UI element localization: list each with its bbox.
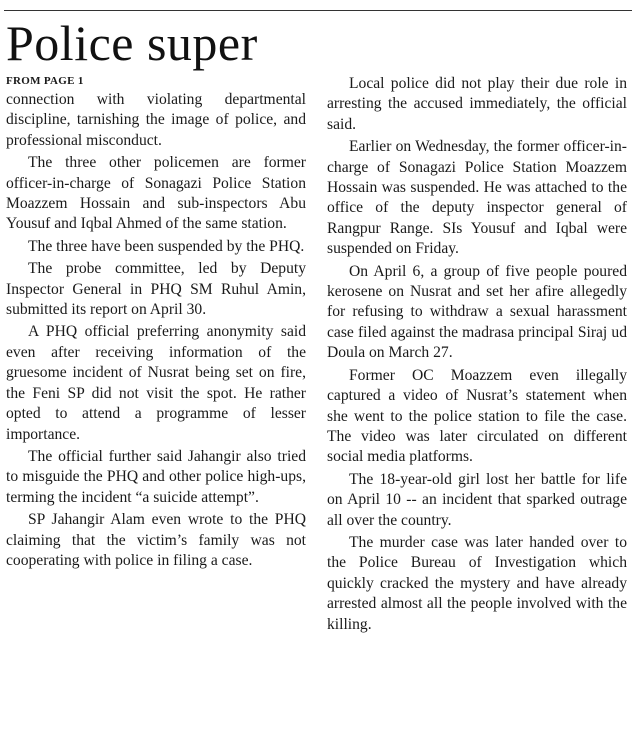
- right-column: [327, 74, 627, 637]
- jump-label: FROM PAGE 1: [6, 75, 84, 87]
- paragraph: On April 6, a group of five people poured kerosene on Nusrat and set her afire allegedly for refusing to withdraw a sexual harassment case filed against the madrasa principal Siraj ud Doula on March 27.: [327, 262, 627, 362]
- paragraph: SP Jahangir Alam even wrote to the PHQ claiming that the victim’s family was not cooperating with police in filing a case.: [6, 511, 306, 569]
- paragraph: Earlier on Wednesday, the former officer-in-charge of Sonagazi Police Station Moazzem Hossain was suspended. He was attached to the office of the deputy inspector general of Rangpur Range. SIs Yousuf and Iqbal were suspended on Friday.: [327, 138, 627, 258]
- top-rule: [4, 10, 632, 11]
- paragraph: The three have been suspended by the PHQ.: [28, 237, 305, 255]
- paragraph: connection with violating departmental discipline, tarnishing the image of police, and professional misconduct.: [6, 91, 306, 149]
- left-column: [6, 74, 306, 573]
- paragraph: The three other policemen are former officer-in-charge of Sonagazi Police Station Moazzem Hossain and sub-inspectors Abu Yousuf and Iqbal Ahmed of the same station.: [6, 154, 306, 233]
- paragraph: A PHQ official preferring anonymity said even after receiving information of the gruesome incident of Nusrat being set on fire, the Feni SP did not visit the spot. He rather opted to attend a programme of lesser importance.: [6, 323, 306, 443]
- paragraph: The 18-year-old girl lost her battle for life on April 10 -- an incident that sparked outrage all over the country.: [327, 470, 627, 529]
- paragraph: Former OC Moazzem even illegally captured a video of Nusrat’s statement when she went to the police station to file the case. The video was later circulated on different social media platforms.: [327, 366, 627, 466]
- paragraph: Local police did not play their due role in arresting the accused immediately, the official said.: [327, 75, 627, 133]
- paragraph: The murder case was later handed over to the Police Bureau of Investigation which quickly cracked the mystery and have already arrested almost all the people involved with the killing.: [327, 533, 627, 633]
- paragraph: The probe committee, led by Deputy Inspector General in PHQ SM Ruhul Amin, submitted its report on April 30.: [6, 260, 306, 319]
- headline: Police super: [6, 15, 258, 71]
- paragraph: The official further said Jahangir also tried to misguide the PHQ and other police high-ups, terming the incident “a suicide attempt”.: [6, 447, 306, 506]
